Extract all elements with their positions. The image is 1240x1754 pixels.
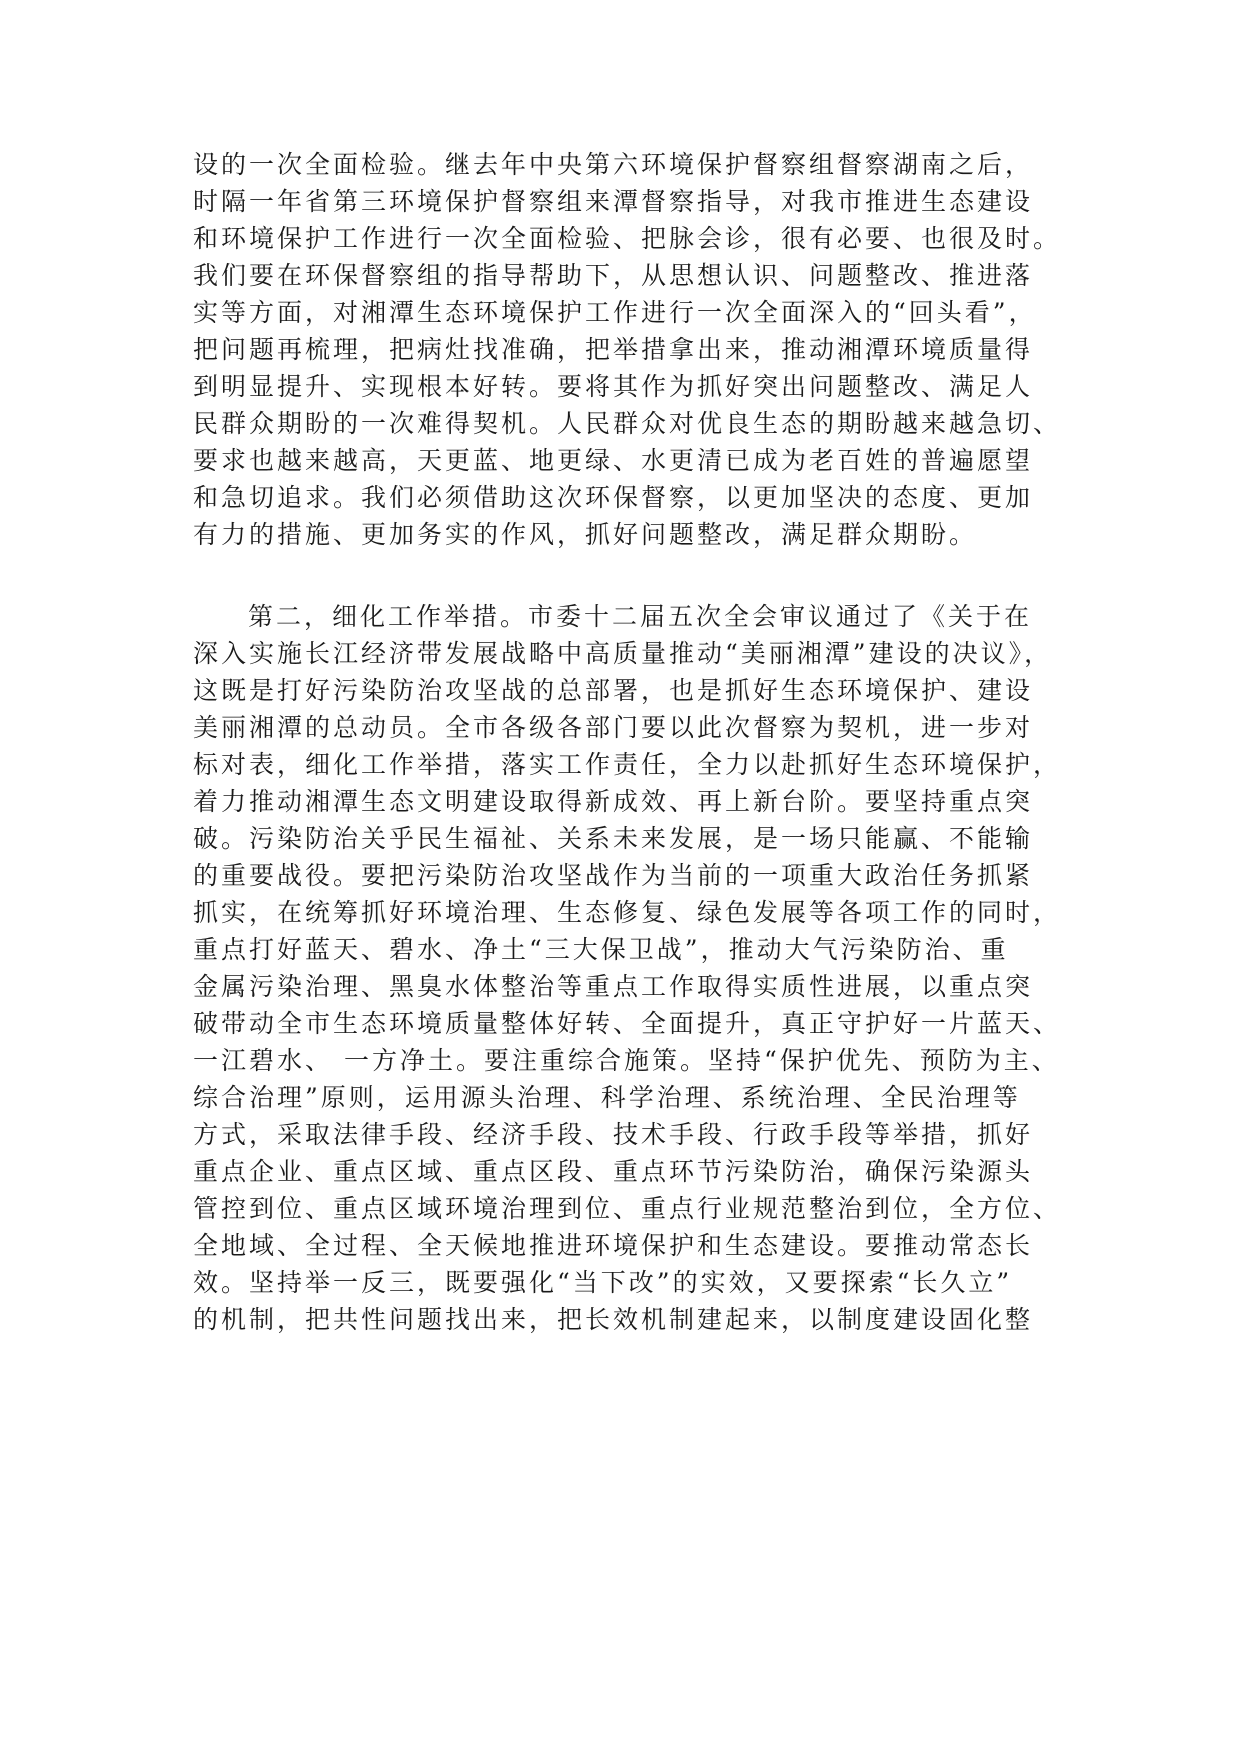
- paragraph-line: 把问题再梳理，把病灶找准确，把举措拿出来，推动湘潭环境质量得: [193, 335, 1034, 364]
- paragraph-line: 和急切追求。我们必须借助这次环保督察，以更加坚决的态度、更加: [193, 483, 1034, 512]
- paragraph-line: 要求也越来越高，天更蓝、地更绿、水更清已成为老百姓的普遍愿望: [193, 446, 1034, 475]
- paragraph-line: 效。坚持举一反三，既要强化“当下改”的实效，又要探索“长久立”: [193, 1268, 1013, 1297]
- paragraph-line: 这既是打好污染防治攻坚战的总部署，也是抓好生态环境保护、建设: [193, 676, 1034, 705]
- paragraph-line: 深入实施长江经济带发展战略中高质量推动“美丽湘潭”建设的决议》，: [193, 639, 1053, 668]
- paragraph-line: 重点打好蓝天、碧水、净土“三大保卫战”，推动大气污染防治、重: [193, 935, 1009, 964]
- paragraph-line: 方式，采取法律手段、经济手段、技术手段、行政手段等举措，抓好: [193, 1120, 1034, 1149]
- paragraph-line: 民群众期盼的一次难得契机。人民群众对优良生态的期盼越来越急切、: [193, 409, 1062, 438]
- paragraph-line: 管控到位、重点区域环境治理到位、重点行业规范整治到位，全方位、: [193, 1194, 1062, 1223]
- paragraph-line: 实等方面，对湘潭生态环境保护工作进行一次全面深入的“回头看”，: [193, 298, 1037, 327]
- paragraph-line: 到明显提升、实现根本好转。要将其作为抓好突出问题整改、满足人: [193, 372, 1034, 401]
- paragraph-line: 的重要战役。要把污染防治攻坚战作为当前的一项重大政治任务抓紧: [193, 861, 1034, 890]
- paragraph-line: 的机制，把共性问题找出来，把长效机制建起来，以制度建设固化整: [193, 1305, 1034, 1334]
- paragraph-line: 破。污染防治关乎民生福祉、关系未来发展，是一场只能赢、不能输: [193, 824, 1034, 853]
- paragraph-2: [193, 598, 1061, 1338]
- paragraph-line: 第二，细化工作举措。市委十二届五次全会审议通过了《关于在: [248, 602, 1033, 631]
- paragraph-line: 我们要在环保督察组的指导帮助下，从思想认识、问题整改、推进落: [193, 261, 1034, 290]
- paragraph-line: 标对表，细化工作举措，落实工作责任，全力以赴抓好生态环境保护，: [193, 750, 1062, 779]
- paragraph-line: 抓实，在统筹抓好环境治理、生态修复、绿色发展等各项工作的同时，: [193, 898, 1062, 927]
- paragraph-line: 全地域、全过程、全天候地推进环境保护和生态建设。要推动常态长: [193, 1231, 1034, 1260]
- paragraph-line: 综合治理”原则，运用源头治理、科学治理、系统治理、全民治理等: [193, 1083, 1021, 1112]
- paragraph-line: 金属污染治理、黑臭水体整治等重点工作取得实质性进展，以重点突: [193, 972, 1034, 1001]
- paragraph-1: [193, 146, 1061, 553]
- paragraph-line: 重点企业、重点区域、重点区段、重点环节污染防治，确保污染源头: [193, 1157, 1034, 1186]
- paragraph-line: 和环境保护工作进行一次全面检验、把脉会诊，很有必要、也很及时。: [193, 224, 1062, 253]
- paragraph-line: 着力推动湘潭生态文明建设取得新成效、再上新台阶。要坚持重点突: [193, 787, 1034, 816]
- paragraph-line: 有力的措施、更加务实的作风，抓好问题整改，满足群众期盼。: [193, 520, 978, 549]
- paragraph-line: 设的一次全面检验。继去年中央第六环境保护督察组督察湖南之后，: [193, 150, 1034, 179]
- paragraph-line: 一江碧水、 一方净土。要注重综合施策。坚持“保护优先、预防为主、: [193, 1046, 1060, 1075]
- paragraph-line: 破带动全市生态环境质量整体好转、全面提升，真正守护好一片蓝天、: [193, 1009, 1062, 1038]
- paragraph-line: 美丽湘潭的总动员。全市各级各部门要以此次督察为契机，进一步对: [193, 713, 1034, 742]
- paragraph-line: 时隔一年省第三环境保护督察组来潭督察指导，对我市推进生态建设: [193, 187, 1034, 216]
